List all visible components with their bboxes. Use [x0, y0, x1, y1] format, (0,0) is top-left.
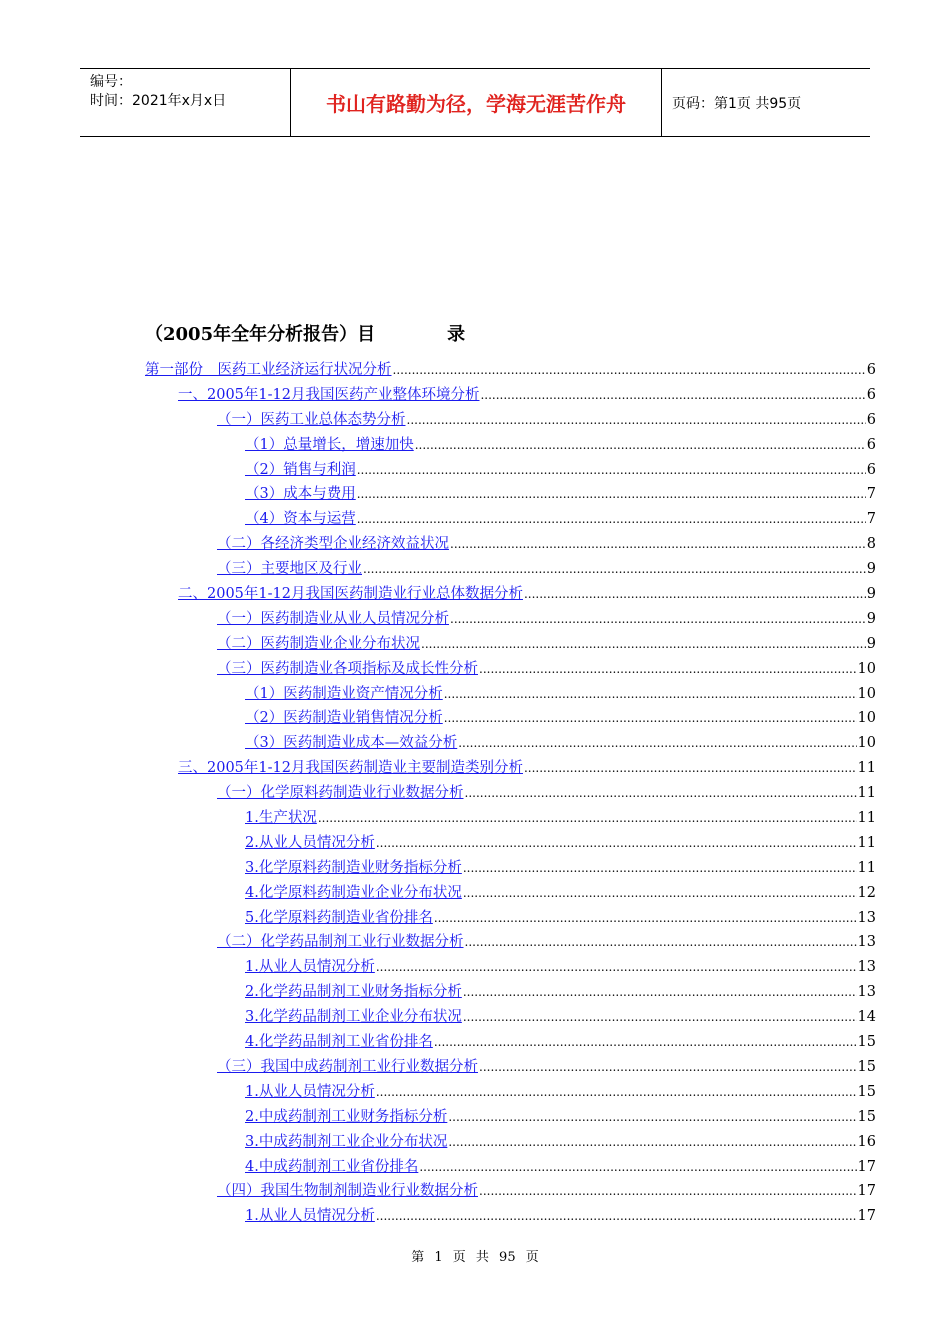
- toc-dot-leader: [434, 911, 857, 925]
- toc-dot-leader: [363, 562, 866, 576]
- toc-entry[interactable]: [145, 682, 876, 707]
- toc-entry-page-number: 10: [857, 660, 876, 677]
- toc-entry-page-number: 6: [866, 362, 876, 378]
- toc-entry-link[interactable]: （4）资本与运营: [245, 511, 356, 528]
- toc-entry[interactable]: [145, 358, 876, 383]
- toc-entry-link[interactable]: 2.中成药制剂工业财务指标分析: [245, 1108, 448, 1125]
- toc-entry[interactable]: [145, 507, 876, 532]
- toc-entry-link[interactable]: （3）成本与费用: [245, 486, 356, 503]
- toc-entry-link[interactable]: （二）各经济类型企业经济效益状况: [217, 536, 449, 553]
- toc-entry[interactable]: [145, 930, 876, 955]
- toc-dot-leader: [479, 1060, 857, 1074]
- toc-entry[interactable]: [145, 1130, 876, 1155]
- toc-dot-leader: [421, 637, 866, 651]
- toc-entry[interactable]: [145, 1055, 876, 1080]
- toc-entry-link[interactable]: 4.化学原料药制造业企业分布状况: [245, 884, 462, 901]
- toc-entry-page-number: 14: [857, 1009, 876, 1026]
- toc-dot-leader: [450, 612, 866, 626]
- toc-entry-link[interactable]: 2.化学药品制剂工业财务指标分析: [245, 984, 462, 1001]
- toc-entry[interactable]: [145, 1105, 876, 1130]
- toc-dot-leader: [393, 363, 866, 377]
- toc-entry-link[interactable]: 三、2005年1-12月我国医药制造业主要制造类别分析: [178, 760, 523, 777]
- toc-dot-leader: [524, 587, 866, 601]
- toc-dot-leader: [448, 1135, 856, 1149]
- toc-entry-link[interactable]: （3）医药制造业成本—效益分析: [245, 735, 458, 752]
- toc-entry[interactable]: [145, 906, 876, 931]
- toc-dot-leader: [480, 388, 865, 402]
- page-footer: 第 1 页 共 95 页: [411, 1250, 539, 1265]
- toc-entry[interactable]: [145, 781, 876, 806]
- toc-dot-leader: [434, 1035, 857, 1049]
- toc-title: （2005年全年分析报告）目 录: [145, 324, 466, 345]
- toc-entry[interactable]: [145, 657, 876, 682]
- toc-entry-link[interactable]: 1.从业人员情况分析: [245, 1083, 375, 1100]
- toc-dot-leader: [318, 811, 857, 825]
- toc-entry-page-number: 15: [857, 1083, 876, 1100]
- toc-entry[interactable]: [145, 557, 876, 582]
- toc-dot-leader: [463, 985, 857, 999]
- toc-entry[interactable]: [145, 408, 876, 433]
- toc-entry[interactable]: [145, 856, 876, 881]
- toc-dot-leader: [376, 1209, 857, 1223]
- toc-entry-link[interactable]: 第一部份 医药工业经济运行状况分析: [145, 362, 392, 378]
- toc-dot-leader: [465, 786, 857, 800]
- toc-entry-page-number: 15: [857, 1108, 876, 1125]
- toc-entry-link[interactable]: 4.中成药制剂工业省份排名: [245, 1158, 419, 1175]
- toc-entry-page-number: 11: [857, 834, 876, 851]
- toc-dot-leader: [463, 886, 857, 900]
- toc-entry-page-number: 17: [857, 1183, 876, 1200]
- toc-entry-page-number: 9: [866, 561, 876, 578]
- toc-entry-link[interactable]: （1）医药制造业资产情况分析: [245, 685, 443, 702]
- toc-entry[interactable]: [145, 1179, 876, 1204]
- toc-entry-link[interactable]: 1.从业人员情况分析: [245, 1208, 375, 1225]
- toc-entry-link[interactable]: （三）主要地区及行业: [217, 561, 362, 578]
- toc-entry[interactable]: [145, 806, 876, 831]
- toc-entry-link[interactable]: （三）医药制造业各项指标及成长性分析: [217, 660, 478, 677]
- toc-entry-link[interactable]: 3.中成药制剂工业企业分布状况: [245, 1133, 448, 1150]
- toc-dot-leader: [465, 935, 857, 949]
- page-header: [80, 68, 870, 137]
- toc-entry-link[interactable]: 2.从业人员情况分析: [245, 834, 375, 851]
- toc-entry[interactable]: [145, 482, 876, 507]
- toc-entry[interactable]: [145, 955, 876, 980]
- toc-entry-page-number: 13: [857, 909, 876, 926]
- toc-entry-page-number: 10: [857, 735, 876, 752]
- toc-entry-page-number: 6: [866, 461, 876, 478]
- toc-dot-leader: [376, 836, 857, 850]
- toc-entry-link[interactable]: （2）医药制造业销售情况分析: [245, 710, 443, 727]
- toc-entry-page-number: 6: [866, 436, 876, 453]
- toc-entry-page-number: 7: [866, 511, 876, 528]
- toc-entry-page-number: 17: [857, 1158, 876, 1175]
- toc-entry-page-number: 13: [857, 934, 876, 951]
- toc-entry[interactable]: [145, 1155, 876, 1180]
- toc-dot-leader: [376, 1085, 857, 1099]
- table-of-contents: [145, 358, 876, 1229]
- toc-entry[interactable]: [145, 383, 876, 408]
- toc-entry-page-number: 7: [866, 486, 876, 503]
- toc-entry-page-number: 10: [857, 685, 876, 702]
- header-meta: [80, 69, 291, 136]
- toc-entry[interactable]: [145, 881, 876, 906]
- toc-entry-link[interactable]: 二、2005年1-12月我国医药制造业行业总体数据分析: [178, 586, 523, 603]
- toc-entry-link[interactable]: （一）医药制造业从业人员情况分析: [217, 610, 449, 627]
- toc-entry[interactable]: [145, 1204, 876, 1229]
- toc-entry-page-number: 9: [866, 610, 876, 627]
- header-motto: 书山有路勤为径，学海无涯苦作舟: [291, 69, 662, 136]
- toc-dot-leader: [357, 463, 866, 477]
- toc-entry-link[interactable]: （三）我国中成药制剂工业行业数据分析: [217, 1058, 478, 1075]
- toc-dot-leader: [357, 487, 866, 501]
- toc-dot-leader: [444, 711, 857, 725]
- toc-entry-page-number: 11: [857, 785, 876, 802]
- toc-entry-link[interactable]: 3.化学药品制剂工业企业分布状况: [245, 1009, 462, 1026]
- toc-entry-link[interactable]: 5.化学原料药制造业省份排名: [245, 909, 433, 926]
- toc-entry-page-number: 17: [857, 1208, 876, 1225]
- toc-entry[interactable]: [145, 756, 876, 781]
- toc-dot-leader: [524, 761, 857, 775]
- toc-dot-leader: [448, 1110, 856, 1124]
- toc-entry-link[interactable]: 1.从业人员情况分析: [245, 959, 375, 976]
- toc-entry[interactable]: [145, 1005, 876, 1030]
- toc-entry-link[interactable]: 4.化学药品制剂工业省份排名: [245, 1034, 433, 1051]
- toc-entry-link[interactable]: （二）化学药品制剂工业行业数据分析: [217, 934, 464, 951]
- toc-entry-page-number: 13: [857, 984, 876, 1001]
- toc-entry-page-number: 11: [857, 859, 876, 876]
- toc-dot-leader: [458, 736, 856, 750]
- toc-entry-link[interactable]: （1）总量增长，增速加快: [245, 436, 414, 453]
- toc-entry-page-number: 11: [857, 810, 876, 827]
- toc-entry-page-number: 16: [857, 1133, 876, 1150]
- toc-entry[interactable]: [145, 458, 876, 483]
- toc-entry-page-number: 9: [866, 635, 876, 652]
- toc-dot-leader: [479, 662, 857, 676]
- toc-entry-link[interactable]: （2）销售与利润: [245, 461, 356, 478]
- toc-entry-link[interactable]: 一、2005年1-12月我国医药产业整体环境分析: [178, 386, 480, 403]
- toc-entry-link[interactable]: （四）我国生物制剂制造业行业数据分析: [217, 1183, 478, 1200]
- toc-dot-leader: [419, 1160, 856, 1174]
- toc-dot-leader: [463, 1010, 857, 1024]
- toc-dot-leader: [444, 687, 857, 701]
- toc-entry-link[interactable]: （一）医药工业总体态势分析: [217, 411, 406, 428]
- toc-entry[interactable]: [145, 980, 876, 1005]
- header-page-info: 页码：第1页 共95页: [672, 95, 802, 112]
- toc-entry-link[interactable]: （二）医药制造业企业分布状况: [217, 635, 420, 652]
- toc-dot-leader: [463, 861, 857, 875]
- toc-dot-leader: [415, 438, 866, 452]
- toc-entry-page-number: 12: [857, 884, 876, 901]
- toc-entry[interactable]: [145, 1080, 876, 1105]
- toc-entry-page-number: 15: [857, 1058, 876, 1075]
- toc-entry-page-number: 15: [857, 1034, 876, 1051]
- toc-entry-page-number: 13: [857, 959, 876, 976]
- toc-entry-page-number: 6: [866, 386, 876, 403]
- toc-entry-link[interactable]: 3.化学原料药制造业财务指标分析: [245, 859, 462, 876]
- toc-entry[interactable]: [145, 582, 876, 607]
- toc-dot-leader: [407, 413, 866, 427]
- toc-entry-page-number: 9: [866, 586, 876, 603]
- toc-dot-leader: [376, 960, 857, 974]
- toc-dot-leader: [357, 512, 866, 526]
- toc-entry[interactable]: [145, 706, 876, 731]
- document-number-label: 编号：: [90, 74, 132, 90]
- toc-entry-page-number: 10: [857, 710, 876, 727]
- toc-entry[interactable]: [145, 731, 876, 756]
- toc-entry[interactable]: [145, 632, 876, 657]
- toc-entry-page-number: 6: [866, 411, 876, 428]
- toc-entry-link[interactable]: （一）化学原料药制造业行业数据分析: [217, 785, 464, 802]
- document-date-label: 时间：2021年x月x日: [90, 93, 227, 109]
- toc-entry[interactable]: [145, 532, 876, 557]
- toc-entry[interactable]: [145, 607, 876, 632]
- toc-entry[interactable]: [145, 831, 876, 856]
- toc-entry-page-number: 11: [857, 760, 876, 777]
- toc-dot-leader: [479, 1184, 857, 1198]
- toc-entry-link[interactable]: 1.生产状况: [245, 810, 317, 827]
- toc-entry[interactable]: [145, 433, 876, 458]
- toc-entry-page-number: 8: [866, 536, 876, 553]
- toc-dot-leader: [450, 537, 866, 551]
- toc-entry[interactable]: [145, 1030, 876, 1055]
